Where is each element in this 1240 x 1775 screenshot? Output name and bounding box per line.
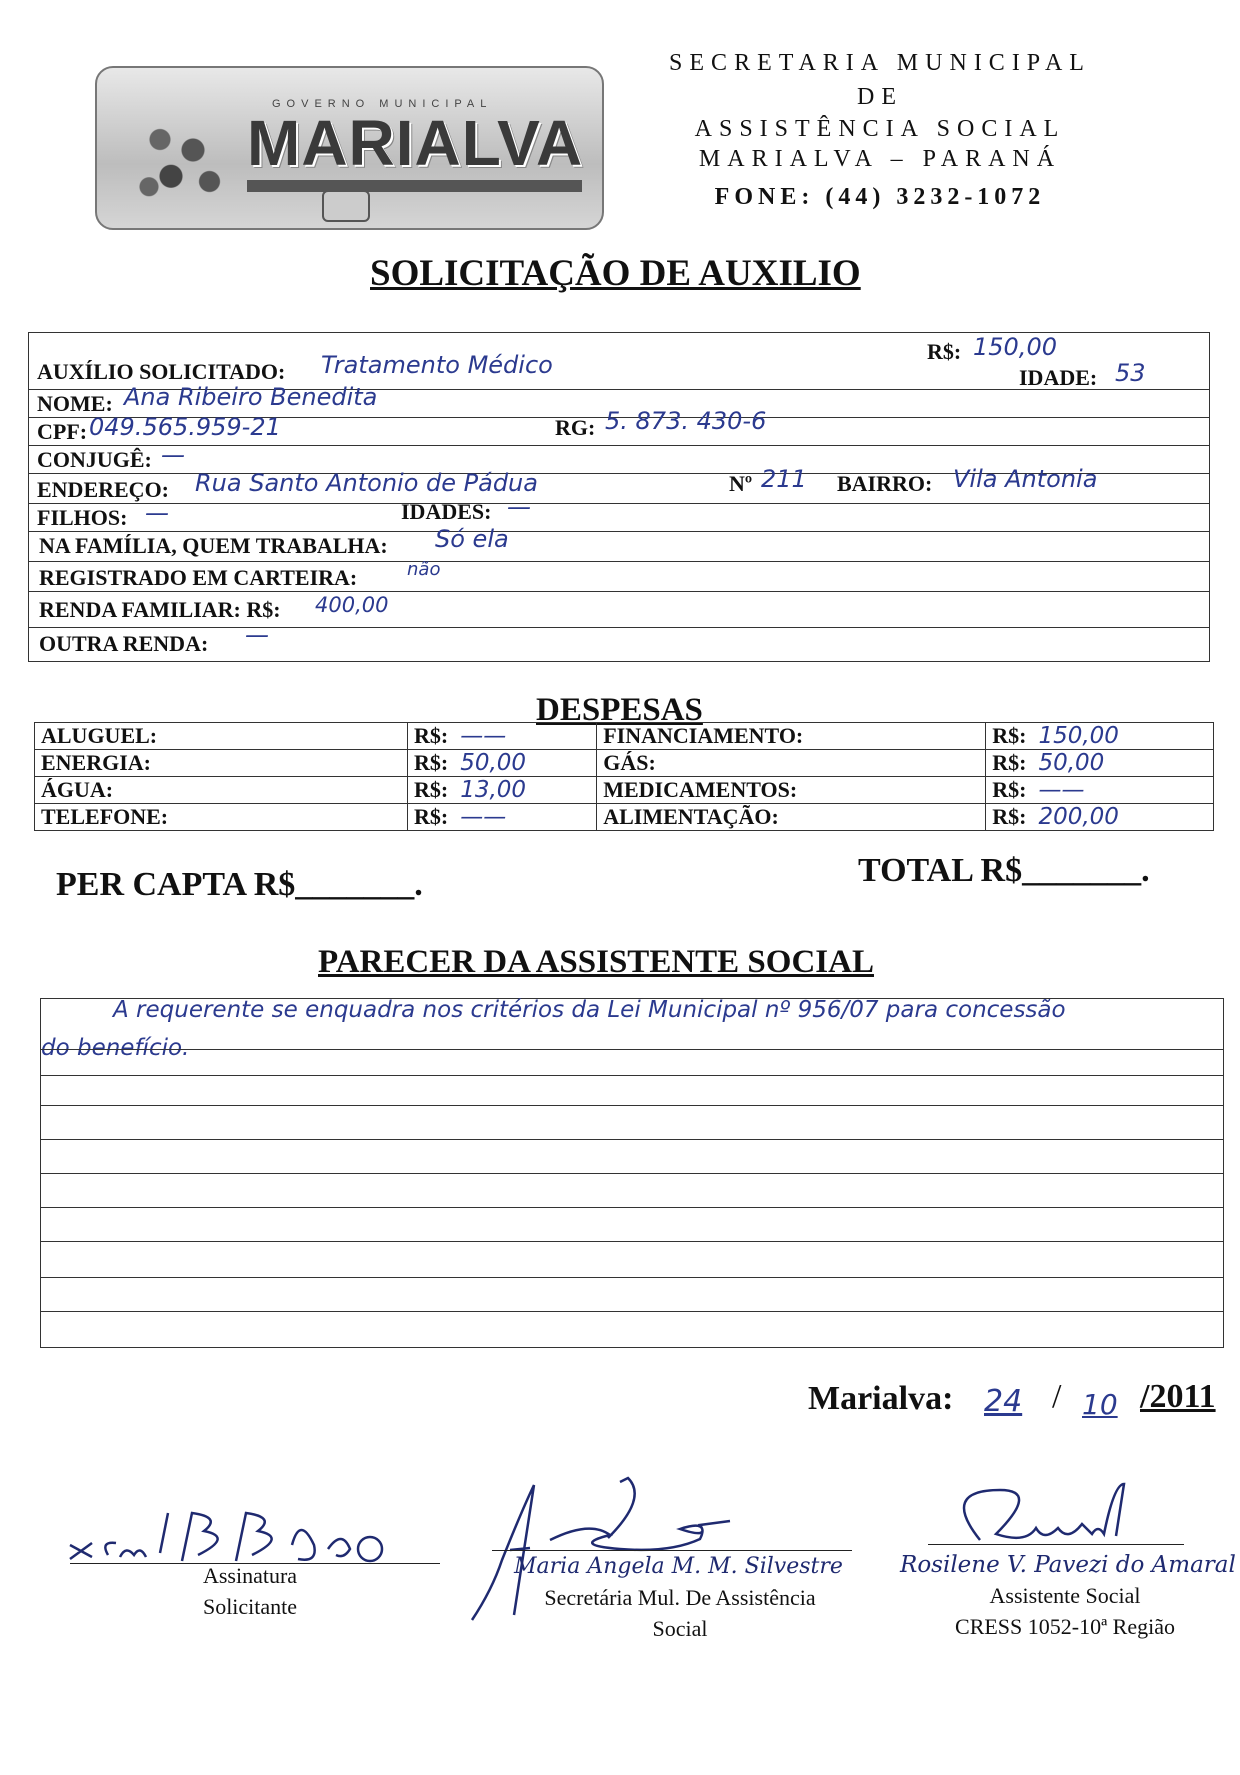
despesa-right-value: 200,00 — [1032, 804, 1213, 831]
parecer-rule — [41, 1049, 1223, 1050]
header-line-3: ASSISTÊNCIA SOCIAL — [694, 116, 1066, 142]
header-phone: FONE: (44) 3232-1072 — [714, 184, 1046, 210]
despesa-right-label: ALIMENTAÇÃO: — [597, 804, 986, 831]
despesa-left-currency: R$: — [408, 804, 455, 831]
idades-label: IDADES: — [401, 499, 492, 524]
despesa-right-currency: R$: — [986, 750, 1033, 777]
renda-value: 400,00 — [315, 593, 389, 617]
despesa-left-label: TELEFONE: — [35, 804, 408, 831]
row-filhos — [29, 493, 1209, 532]
outra-renda-label: OUTRA RENDA: — [39, 631, 209, 656]
conjuge-label: CONJUGÊ: — [37, 447, 152, 472]
parecer-rule — [41, 1075, 1223, 1076]
carteira-value: não — [407, 559, 441, 580]
row-cpf — [29, 407, 1209, 446]
despesa-row — [35, 750, 1214, 777]
parecer-rule — [41, 1207, 1223, 1208]
header-line-1: SECRETARIA MUNICIPAL — [669, 50, 1091, 76]
applicant-caption — [150, 1560, 350, 1622]
numero-label: Nº — [729, 471, 753, 496]
logo-government-text: GOVERNO MUNICIPAL — [272, 98, 493, 110]
page-title: SOLICITAÇÃO DE AUXILIO — [370, 253, 861, 294]
applicant-form — [28, 332, 1210, 662]
auxilio-label: AUXÍLIO SOLICITADO: — [37, 359, 286, 384]
despesa-left-value: —— — [454, 723, 597, 750]
conjuge-value: — — [161, 441, 185, 469]
parecer-rule — [41, 1173, 1223, 1174]
seal-icon — [322, 190, 370, 222]
date-label: Marialva: — [808, 1380, 954, 1417]
despesa-right-value: 50,00 — [1032, 750, 1213, 777]
despesa-right-currency: R$: — [986, 804, 1033, 831]
secretary-name: Maria Angela M. M. Silvestre — [514, 1554, 843, 1579]
despesa-left-label: ENERGIA: — [35, 750, 408, 777]
signature-line-secretary — [492, 1550, 852, 1551]
parecer-rule — [41, 1311, 1223, 1312]
rg-label: RG: — [555, 415, 596, 440]
date-year: /2011 — [1140, 1378, 1216, 1415]
per-capta: PER CAPTA R$_______. — [56, 866, 423, 903]
auxilio-value: Tratamento Médico — [321, 351, 553, 379]
total: TOTAL R$_______. — [858, 852, 1150, 889]
form-page: GOVERNO MUNICIPAL MARIALVA SECRETARIA MUNICIPAL DE ASSISTÊNCIA SOCIAL MARIALVA – PARANÁ FONE: (44) 3232-1072 SOLICITAÇÃO DE AUXILIO AUXÍLIO SOLICITADO: Tratamento Médico R$: 150,00 IDADE: 53 NOME: Ana Ribeiro Benedita CPF: 049.565.959-21 RG: 5. 873. 430-6 CONJUGÊ: — ENDEREÇO: Rua Santo Antonio de Pádua Nº 211 BAIRRO: Vila Antonia FILHOS: — IDADES: — NA FAMÍLIA, QUEM TRABALHA: Só ela REGISTRADO EM CARTEIRA: não RENDA FAMILIAR: R$: 400,00 OUTRA RENDA: — DESPESAS ALUGUEL: R$: —— FINANCIAMENTO: R$: 150,00 ENERGIA: R$: 50,00 GÁS: R$: 50,00 ÁGUA: R$: 13,00 MEDICAMENTOS: R$: —— TELEFONE: R$: —— ALIMENTAÇÃO: R$: 200,00 PER CAPTA R$_______. TOTAL R$_______. PARECER DA ASSISTENTE SOCIAL A requerente se enquadra nos critérios da Lei Municipal nº 956/07 para concessão do benefício. Marialva: 24 / 10 /2011 Assinatura Solicitante Maria Angela M. M. Silvestre Secretária Mul. De Assistência Social Rosilene V. Pavezi do Amaral Assistente Social CRESS 1052-10ª Região — [0, 0, 1240, 1775]
applicant-caption-line-2: Solicitante — [202, 1594, 298, 1619]
header-line-4: MARIALVA – PARANÁ — [698, 146, 1062, 172]
trabalha-value: Só ela — [435, 525, 509, 553]
despesas-title: DESPESAS — [536, 692, 703, 728]
idades-value: — — [507, 493, 531, 521]
row-trabalha — [29, 525, 1209, 562]
social-worker-name: Rosilene V. Pavezi do Amaral — [900, 1552, 1236, 1578]
header-line-2: DE — [857, 84, 903, 110]
date-day: 24 — [984, 1384, 1023, 1419]
rg-value: 5. 873. 430-6 — [605, 407, 767, 435]
nome-label: NOME: — [37, 391, 113, 416]
endereco-value: Rua Santo Antonio de Pádua — [195, 469, 538, 497]
despesa-left-currency: R$: — [408, 777, 455, 804]
trabalha-label: NA FAMÍLIA, QUEM TRABALHA: — [39, 533, 388, 558]
row-auxilio — [29, 333, 1209, 390]
endereco-label: ENDEREÇO: — [37, 477, 170, 502]
bairro-label: BAIRRO: — [837, 471, 933, 496]
parecer-rule — [41, 1105, 1223, 1106]
bairro-value: Vila Antonia — [953, 465, 1098, 493]
marialva-logo — [95, 66, 604, 230]
valor-value: 150,00 — [973, 333, 1057, 361]
secretary-caption-line-2: Social — [652, 1616, 708, 1641]
despesa-left-value: —— — [454, 804, 597, 831]
secretary-caption — [500, 1582, 860, 1644]
row-endereco — [29, 465, 1209, 504]
renda-label: RENDA FAMILIAR: R$: — [39, 597, 281, 622]
parecer-rule — [41, 1241, 1223, 1242]
secretary-caption-line-1: Secretária Mul. De Assistência — [544, 1585, 816, 1610]
row-carteira — [29, 561, 1209, 592]
despesa-right-label: GÁS: — [597, 750, 986, 777]
idade-value: 53 — [1115, 359, 1146, 387]
despesa-left-label: ALUGUEL: — [35, 723, 408, 750]
social-worker-signature — [920, 1480, 1200, 1560]
idade-label: IDADE: — [1019, 365, 1098, 390]
valor-label: R$: — [927, 339, 962, 364]
despesa-row — [35, 804, 1214, 831]
despesa-right-value: —— — [1032, 777, 1213, 804]
despesa-left-label: ÁGUA: — [35, 777, 408, 804]
carteira-label: REGISTRADO EM CARTEIRA: — [39, 565, 358, 590]
social-worker-caption — [920, 1580, 1210, 1642]
filhos-label: FILHOS: — [37, 505, 128, 530]
parecer-rule — [41, 1139, 1223, 1140]
despesas-table — [34, 722, 1214, 831]
despesa-left-value: 50,00 — [454, 750, 597, 777]
parecer-title: PARECER DA ASSISTENTE SOCIAL — [318, 944, 874, 980]
row-renda — [29, 591, 1209, 628]
filhos-value: — — [145, 499, 169, 527]
despesa-right-label: FINANCIAMENTO: — [597, 723, 986, 750]
row-outra-renda — [29, 621, 1209, 661]
applicant-caption-line-1: Assinatura — [202, 1563, 298, 1588]
despesa-left-currency: R$: — [408, 723, 455, 750]
despesa-left-currency: R$: — [408, 750, 455, 777]
despesa-right-currency: R$: — [986, 777, 1033, 804]
outra-renda-value: — — [245, 621, 269, 649]
despesa-row — [35, 777, 1214, 804]
logo-brand-text: MARIALVA — [247, 107, 584, 179]
despesa-left-value: 13,00 — [454, 777, 597, 804]
despesa-right-label: MEDICAMENTOS: — [597, 777, 986, 804]
grapes-icon — [127, 108, 237, 213]
logo-motto-band — [247, 180, 582, 192]
social-worker-caption-line-2: CRESS 1052-10ª Região — [955, 1614, 1175, 1639]
despesa-row — [35, 723, 1214, 750]
parecer-box — [40, 998, 1224, 1348]
signature-line-social-worker — [928, 1544, 1184, 1545]
numero-value: 211 — [761, 465, 807, 493]
parecer-line-2: do benefício. — [41, 1035, 190, 1061]
date-month: 10 — [1082, 1388, 1118, 1421]
parecer-line-1: A requerente se enquadra nos critérios da Lei Municipal nº 956/07 para concessão — [113, 997, 1066, 1023]
cpf-value: 049.565.959-21 — [89, 413, 281, 441]
nome-value: Ana Ribeiro Benedita — [124, 383, 378, 411]
parecer-rule — [41, 1277, 1223, 1278]
despesa-right-currency: R$: — [986, 723, 1033, 750]
social-worker-caption-line-1: Assistente Social — [989, 1583, 1141, 1608]
despesa-right-value: 150,00 — [1032, 723, 1213, 750]
cpf-label: CPF: — [37, 419, 88, 444]
